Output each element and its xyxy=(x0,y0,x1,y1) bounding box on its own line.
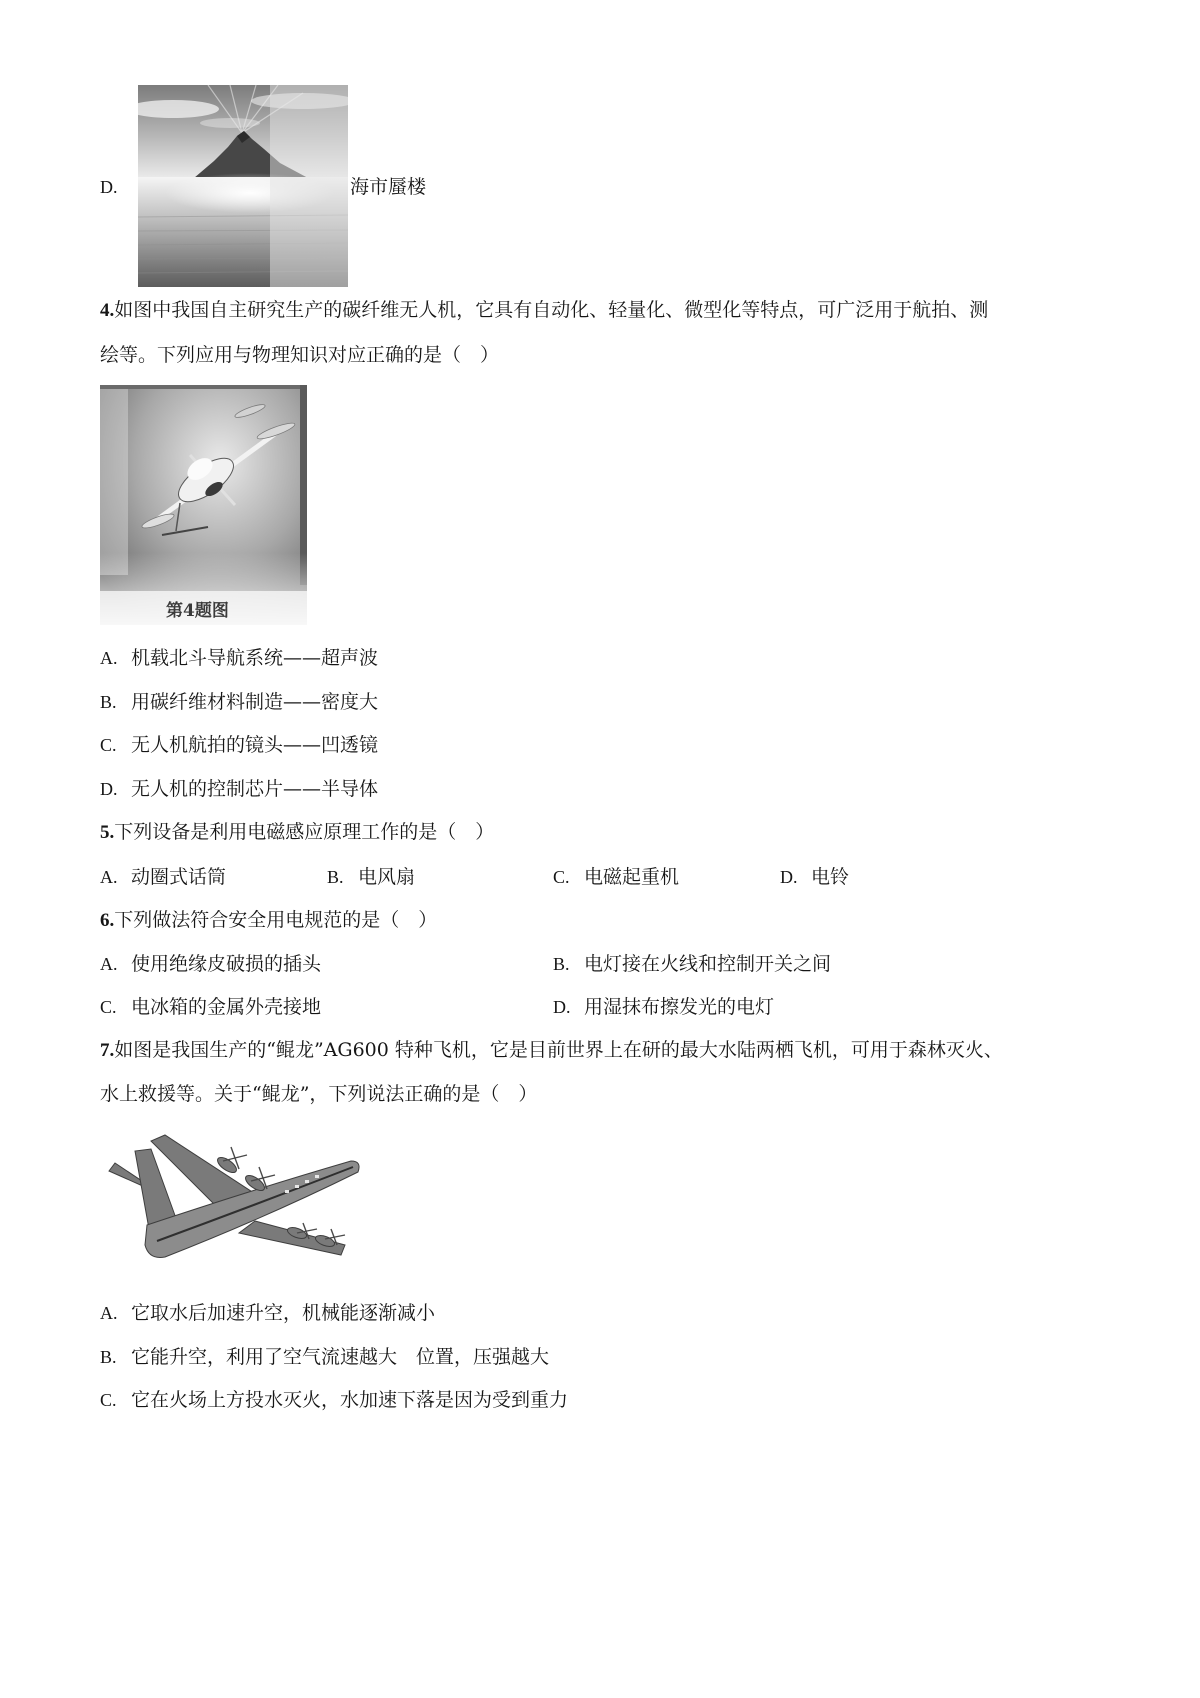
q6-option-b xyxy=(553,953,831,975)
q7-stem-line-2: 水上救援等。关于“鲲龙”，下列说法正确的是（ ） xyxy=(100,1083,538,1105)
q6-option-a xyxy=(100,953,321,975)
q7-stem-text-1: 如图是我国生产的“鲲龙”AG600 特种飞机，它是目前世界上在研的最大水陆两栖飞机，可用于森林灭火、 xyxy=(114,1039,1003,1061)
option-label: A. xyxy=(100,1303,118,1323)
option-label: D. xyxy=(100,779,118,799)
q4-number: 4. xyxy=(100,300,115,321)
option-text: 它在火场上方投水灭火，水加速下落是因为受到重力 xyxy=(131,1389,569,1411)
q5-option-d xyxy=(780,866,849,888)
q7-option-b xyxy=(100,1346,549,1368)
seaplane-photo xyxy=(105,1125,363,1270)
q4-option-b xyxy=(100,691,378,713)
q4-option-d xyxy=(100,778,378,800)
option-text: 机载北斗导航系统——超声波 xyxy=(131,647,379,669)
option-text: 它取水后加速升空，机械能逐渐减小 xyxy=(131,1302,436,1324)
q7-option-a xyxy=(100,1302,435,1324)
option-text: 电风扇 xyxy=(358,866,416,888)
option-text: 电铃 xyxy=(811,866,850,888)
q4-option-c xyxy=(100,734,378,756)
q4-stem-line-2: 绘等。下列应用与物理知识对应正确的是（ ） xyxy=(100,344,500,366)
option-label: B. xyxy=(327,867,344,887)
q7-stem-line-1 xyxy=(100,1039,1003,1062)
option-text: 它能升空，利用了空气流速越大 位置，压强越大 xyxy=(131,1346,550,1368)
option-label: C. xyxy=(100,1390,117,1410)
q3-option-d-label: D. xyxy=(100,177,118,197)
option-text: 使用绝缘皮破损的插头 xyxy=(131,953,322,975)
q4-stem-text-1: 如图中我国自主研究生产的碳纤维无人机，它具有自动化、轻量化、微型化等特点，可广泛用于航拍、测 xyxy=(114,299,989,321)
option-label: D. xyxy=(553,997,571,1017)
option-label: B. xyxy=(100,692,117,712)
q5-option-c xyxy=(553,866,679,888)
q5-number: 5. xyxy=(100,822,115,843)
q4-option-a xyxy=(100,647,378,669)
q5-option-b xyxy=(327,866,415,888)
q3-option-d-caption: 海市蜃楼 xyxy=(350,176,427,198)
option-text: 电灯接在火线和控制开关之间 xyxy=(584,953,832,975)
mirage-photo xyxy=(138,85,348,287)
q7-number: 7. xyxy=(100,1040,115,1061)
q4-stem-line-1 xyxy=(100,299,988,322)
option-text: 无人机的控制芯片——半导体 xyxy=(131,778,379,800)
q6-option-d xyxy=(553,996,774,1018)
option-label: C. xyxy=(100,997,117,1017)
option-text: 用碳纤维材料制造——密度大 xyxy=(131,691,379,713)
option-label: D. xyxy=(780,867,798,887)
q4-figure-caption: 第4题图 xyxy=(166,601,229,621)
option-label: B. xyxy=(100,1347,117,1367)
option-text: 电磁起重机 xyxy=(584,866,680,888)
option-text: 用湿抹布擦发光的电灯 xyxy=(584,996,775,1018)
option-label: B. xyxy=(553,954,570,974)
option-label: C. xyxy=(100,735,117,755)
q6-stem xyxy=(100,909,437,932)
option-text: 动圈式话筒 xyxy=(131,866,227,888)
q6-number: 6. xyxy=(100,910,115,931)
option-text: 无人机航拍的镜头——凹透镜 xyxy=(131,734,379,756)
q5-stem-text: 下列设备是利用电磁感应原理工作的是（ ） xyxy=(114,821,495,843)
q6-stem-text: 下列做法符合安全用电规范的是（ ） xyxy=(114,909,438,931)
option-text: 电冰箱的金属外壳接地 xyxy=(131,996,322,1018)
option-label: A. xyxy=(100,954,118,974)
q7-option-c xyxy=(100,1389,568,1411)
option-label: A. xyxy=(100,867,118,887)
q5-stem xyxy=(100,821,494,844)
q5-option-a xyxy=(100,866,226,888)
drone-photo xyxy=(100,385,307,625)
option-label: A. xyxy=(100,648,118,668)
option-label: C. xyxy=(553,867,570,887)
q6-option-c xyxy=(100,996,321,1018)
